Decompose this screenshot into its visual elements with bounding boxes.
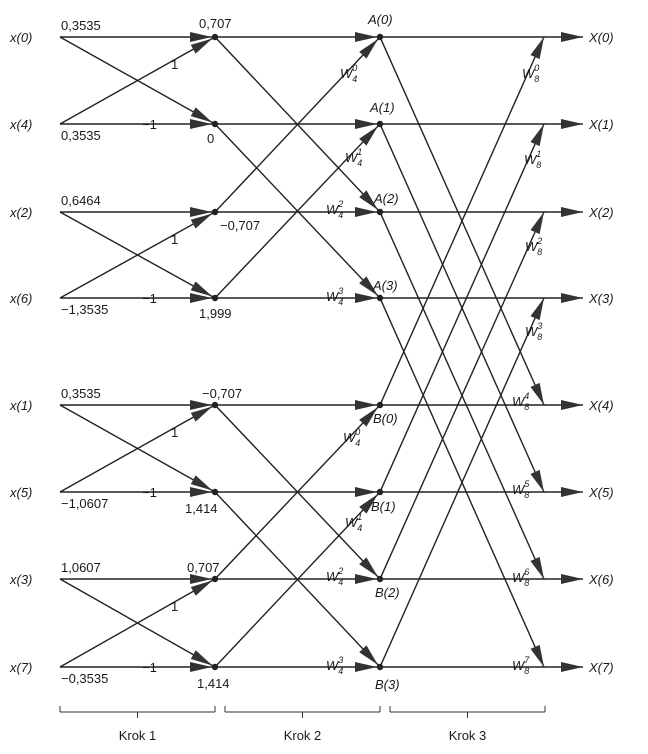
output-label: X(0) bbox=[589, 30, 614, 45]
output-arrow bbox=[561, 119, 583, 129]
stage2-node-label: A(0) bbox=[368, 12, 393, 27]
input-label: x(6) bbox=[10, 291, 33, 306]
output-arrow bbox=[561, 293, 583, 303]
stage1-value: −0,707 bbox=[220, 218, 261, 233]
minus-one-label: −1 bbox=[142, 485, 157, 500]
output-label: X(4) bbox=[589, 398, 614, 413]
stage1-value: 1,414 bbox=[197, 676, 230, 691]
s2-arrow-top bbox=[355, 32, 377, 42]
output-arrow bbox=[561, 32, 583, 42]
output-arrow bbox=[561, 574, 583, 584]
stage2-node bbox=[377, 121, 383, 127]
input-value: −1,3535 bbox=[61, 302, 109, 317]
s2-arrow-bottom bbox=[355, 293, 377, 303]
cross-weight-label: 1 bbox=[171, 599, 179, 614]
input-label: x(1) bbox=[10, 398, 33, 413]
stage2-node bbox=[377, 489, 383, 495]
twiddle-w4-label: $W^0$ 4 bbox=[340, 63, 358, 84]
input-value: 0,3535 bbox=[61, 128, 101, 143]
twiddle-w8-label: $W^0$ 8 bbox=[522, 63, 540, 84]
step-braces bbox=[60, 706, 545, 718]
s2-arrow-bottom bbox=[355, 574, 377, 584]
input-value: 0,3535 bbox=[61, 18, 101, 33]
output-label: X(6) bbox=[589, 572, 614, 587]
stage1-value: 1,999 bbox=[199, 306, 232, 321]
input-value: 0,3535 bbox=[61, 386, 101, 401]
input-value: −1,0607 bbox=[61, 496, 109, 511]
output-label: X(7) bbox=[589, 660, 614, 675]
twiddle-w8-label: $W^1$ 8 bbox=[524, 149, 542, 170]
twiddle-w4-label: $W^2$ 4 bbox=[326, 199, 344, 220]
cross-weight-label: 1 bbox=[171, 232, 179, 247]
stage1-node bbox=[212, 295, 218, 301]
s3-arrow-cross-up bbox=[530, 37, 544, 59]
step-label: Krok 2 bbox=[283, 728, 322, 743]
stage2-node-label: B(3) bbox=[375, 677, 400, 692]
stage2-node bbox=[377, 209, 383, 215]
input-value: 1,0607 bbox=[61, 560, 101, 575]
twiddle-w8-label: $W^7$ 8 bbox=[512, 655, 530, 676]
twiddle-w8-label: $W^6$ 8 bbox=[512, 567, 530, 588]
stage2-node-label: A(3) bbox=[373, 278, 398, 293]
s2-arrow-top bbox=[355, 487, 377, 497]
stage1-value: 0,707 bbox=[187, 560, 220, 575]
input-label: x(0) bbox=[10, 30, 33, 45]
twiddle-w4-label: $W^1$ 4 bbox=[345, 512, 363, 533]
twiddle-w8-label: $W^3$ 8 bbox=[525, 321, 543, 342]
step-label: Krok 1 bbox=[118, 728, 157, 743]
input-label: x(3) bbox=[10, 572, 33, 587]
diagram-labels bbox=[9, 12, 614, 743]
input-value: 0,6464 bbox=[61, 193, 101, 208]
stage2-node-label: A(1) bbox=[370, 100, 395, 115]
s3-arrow-cross-down bbox=[530, 470, 544, 492]
stage1-value: 0 bbox=[207, 131, 215, 146]
input-value: −0,3535 bbox=[61, 671, 109, 686]
stage1-value: 0,707 bbox=[199, 16, 232, 31]
output-label: X(1) bbox=[589, 117, 614, 132]
input-label: x(4) bbox=[10, 117, 33, 132]
minus-one-label: −1 bbox=[142, 291, 157, 306]
stage1-node bbox=[212, 121, 218, 127]
s3-arrow-cross-down bbox=[530, 383, 544, 405]
stage1-value: −0,707 bbox=[202, 386, 243, 401]
stage1-node bbox=[212, 489, 218, 495]
cross-weight-label: 1 bbox=[171, 57, 179, 72]
twiddle-w4-label: $W^3$ 4 bbox=[326, 655, 344, 676]
output-arrow bbox=[561, 662, 583, 672]
twiddle-w8-label: $W^5$ 8 bbox=[512, 479, 530, 500]
stage2-node bbox=[377, 295, 383, 301]
minus-one-label: −1 bbox=[142, 117, 157, 132]
output-arrow bbox=[561, 487, 583, 497]
s2-arrow-bottom bbox=[355, 662, 377, 672]
stage1-node bbox=[212, 576, 218, 582]
s3-arrow-cross-up bbox=[530, 124, 544, 146]
cross-weight-label: 1 bbox=[171, 425, 179, 440]
step-label: Krok 3 bbox=[448, 728, 487, 743]
stage1-node bbox=[212, 209, 218, 215]
stage1-node bbox=[212, 34, 218, 40]
stage2-node-label: A(2) bbox=[374, 191, 399, 206]
stage1-node bbox=[212, 402, 218, 408]
twiddle-w8-label: $W^4$ 8 bbox=[512, 391, 530, 412]
stage2-node bbox=[377, 402, 383, 408]
stage2-node bbox=[377, 664, 383, 670]
s3-arrow-cross-up bbox=[530, 212, 544, 234]
stage2-node-label: B(1) bbox=[371, 499, 396, 514]
s3-arrow-cross-down bbox=[530, 645, 544, 667]
s2-arrow-top bbox=[355, 119, 377, 129]
output-arrow bbox=[561, 400, 583, 410]
output-arrow bbox=[561, 207, 583, 217]
stage2-node bbox=[377, 576, 383, 582]
s3-arrow-cross-down bbox=[530, 557, 544, 579]
stage1-value: 1,414 bbox=[185, 501, 218, 516]
twiddle-w4-label: $W^0$ 4 bbox=[343, 427, 361, 448]
s2-arrow-top bbox=[355, 400, 377, 410]
stage2-node bbox=[377, 34, 383, 40]
stage2-node-label: B(0) bbox=[373, 411, 398, 426]
twiddle-w4-label: $W^2$ 4 bbox=[326, 566, 344, 587]
twiddle-w4-label: $W^3$ 4 bbox=[326, 286, 344, 307]
twiddle-w8-label: $W^2$ 8 bbox=[525, 236, 543, 257]
input-label: x(7) bbox=[10, 660, 33, 675]
input-label: x(2) bbox=[10, 205, 33, 220]
signal-flow-wires bbox=[60, 37, 583, 667]
stage2-node-label: B(2) bbox=[375, 585, 400, 600]
output-label: X(3) bbox=[589, 291, 614, 306]
output-label: X(2) bbox=[589, 205, 614, 220]
s2-arrow-bottom bbox=[355, 207, 377, 217]
s3-arrow-cross-up bbox=[530, 298, 544, 320]
twiddle-w4-label: $W^1$ 4 bbox=[345, 147, 363, 168]
minus-one-label: −1 bbox=[142, 660, 157, 675]
input-label: x(5) bbox=[10, 485, 33, 500]
stage1-node bbox=[212, 664, 218, 670]
output-label: X(5) bbox=[589, 485, 614, 500]
